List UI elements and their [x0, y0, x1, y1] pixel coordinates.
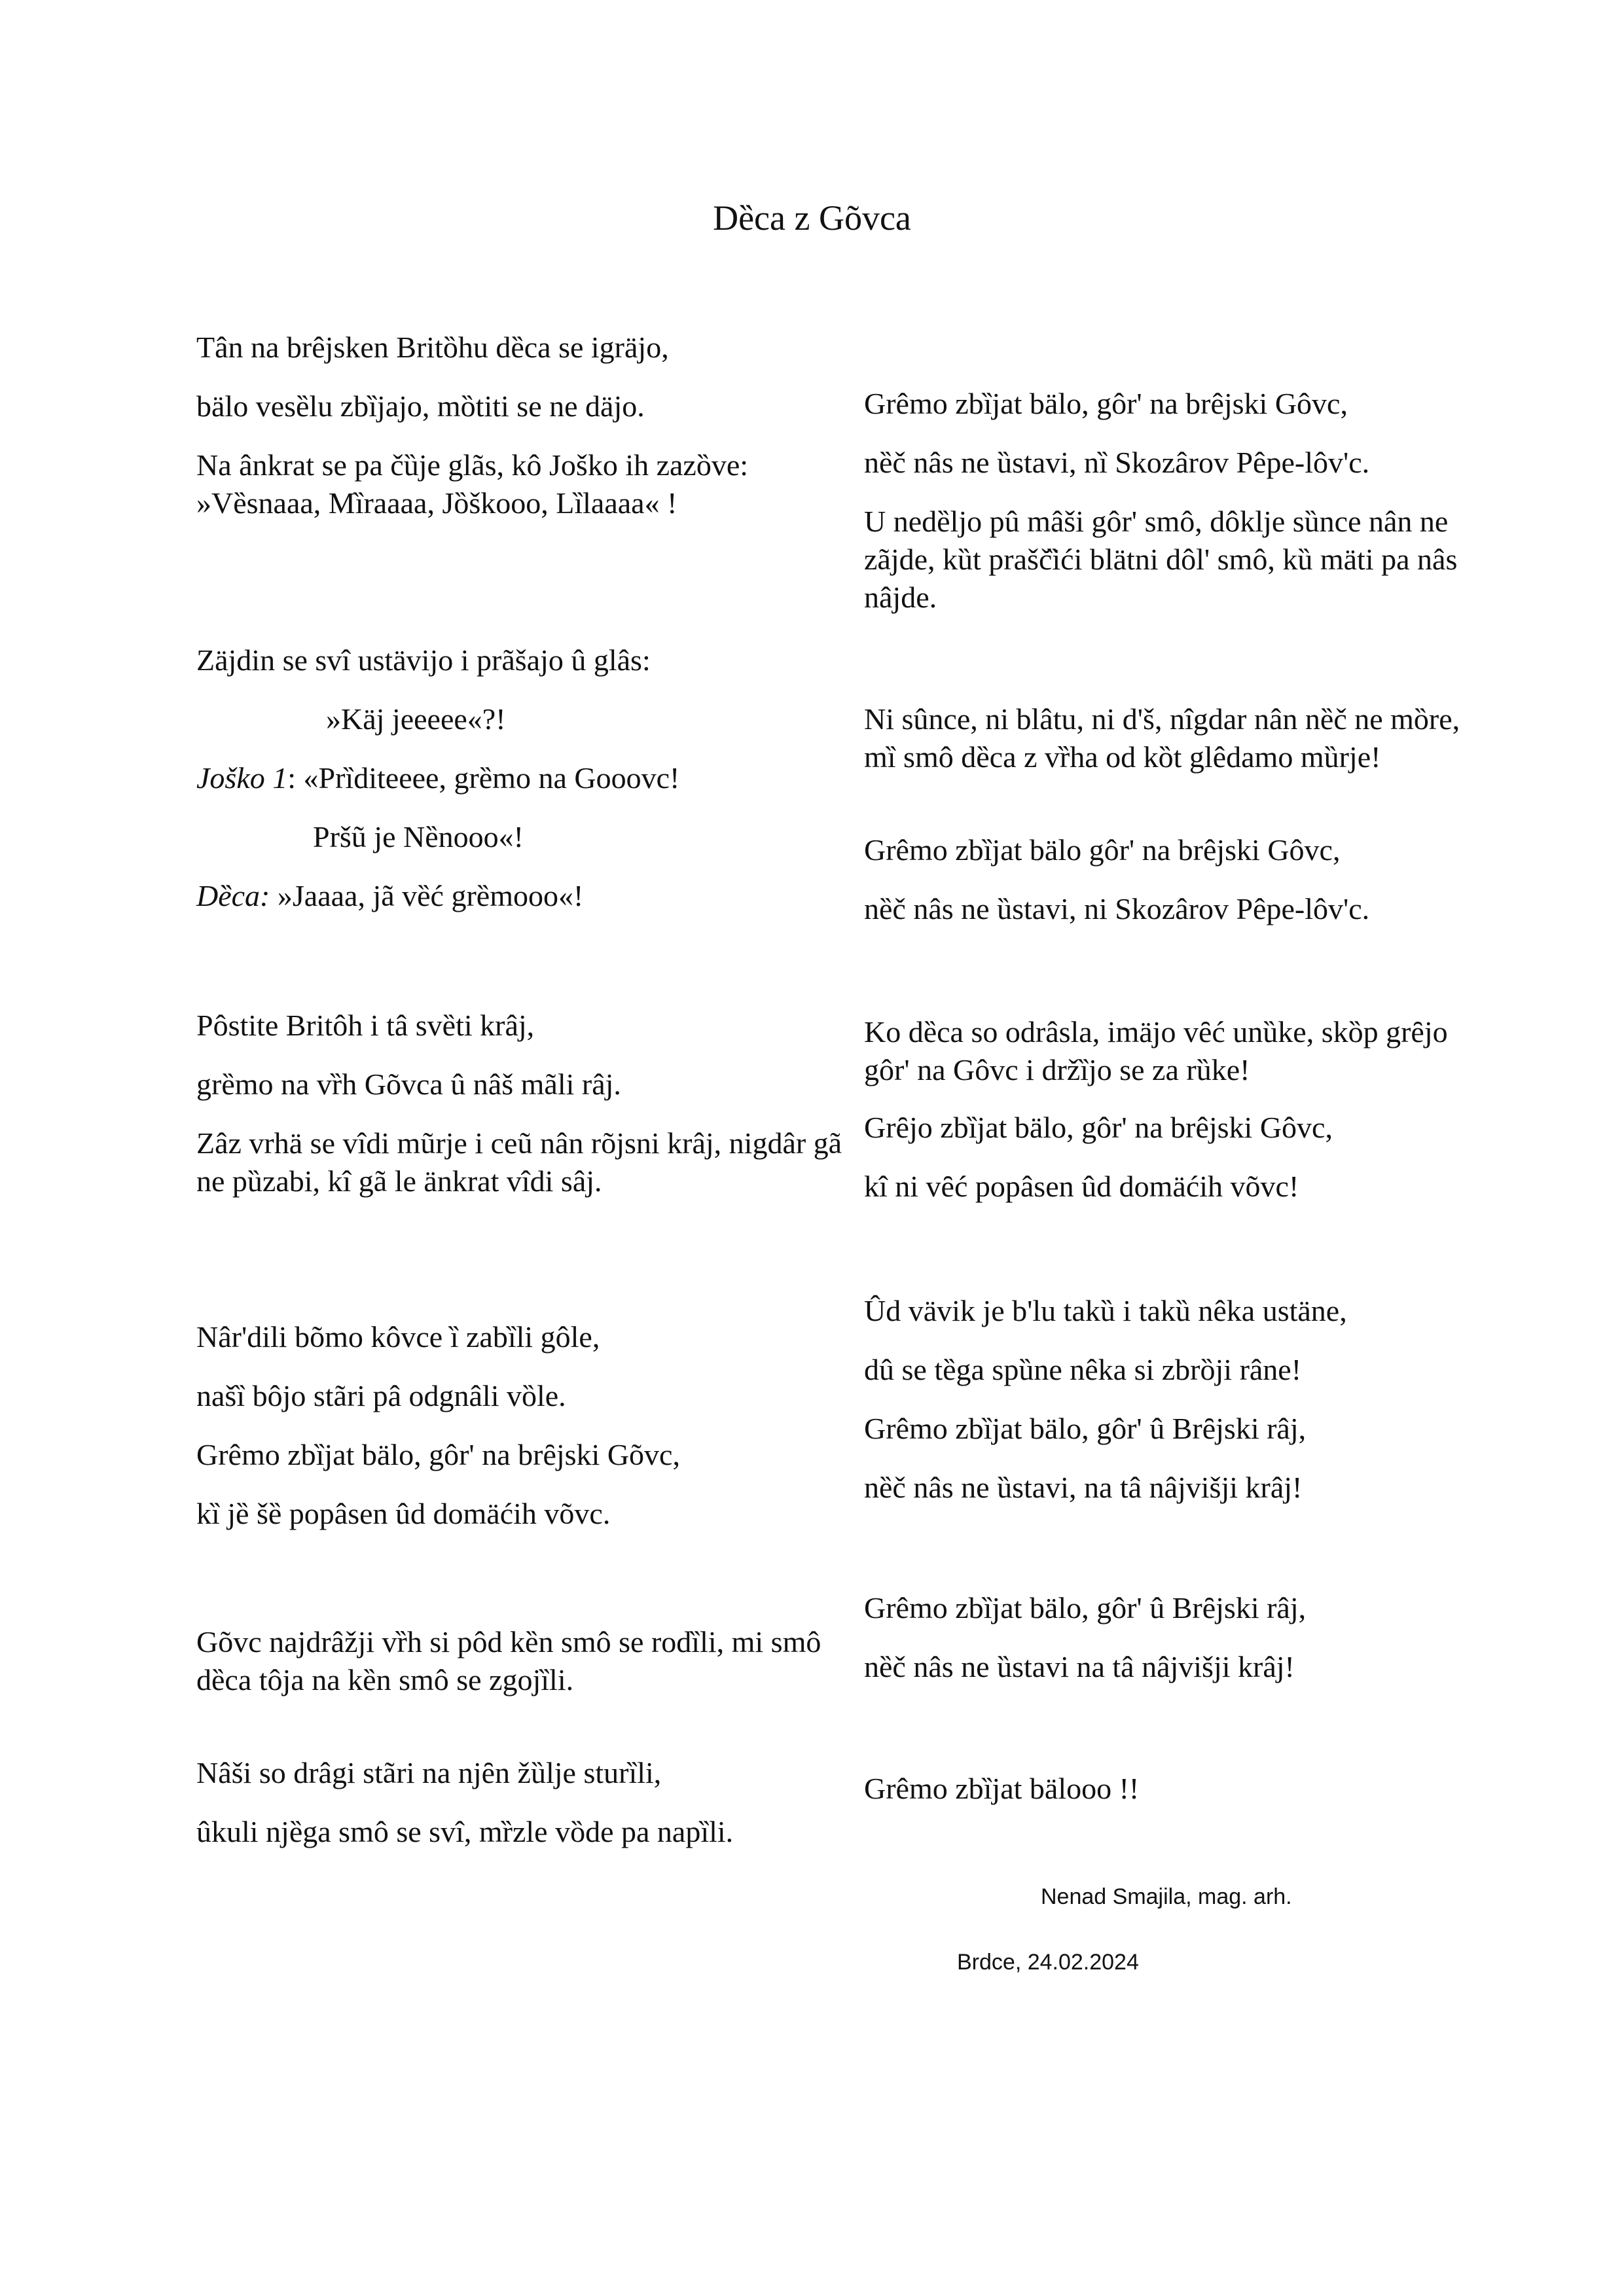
verse-line: Gõvc najdrâžji vȑh si pôd kȅn smô se rodȉli, mi smô dȅca tôja na kȅn smô se zgojȉli. — [196, 1625, 821, 1696]
verse-line: grȅmo na vȑh Gõvca û nâš mãli râj. — [196, 1067, 621, 1101]
verse-line: Grêmo zbȉjat bӓlo gôr' na brêjski Gôvc, — [864, 833, 1341, 867]
verse-line: našȉ bôjo stãri pâ odgnâli vȍle. — [196, 1379, 566, 1412]
verse-line — [196, 877, 851, 915]
verse-line: U nedȅljo pû mâši gôr' smô, dôklje sȕnce nân ne zãjde, kȕt prašč̏ići blӓtni dôl' smô, kȕ mӓti pa nâs nâjde. — [864, 505, 1458, 614]
verse-line: kȉ jȅ šȅ popâsen ûd domӓćih võvc. — [196, 1497, 611, 1530]
verse-line: ûkuli njȅga smô se svî, mȑzle vȍde pa napȉli. — [196, 1815, 734, 1848]
verse-line: Grȇjo zbȉjat bӓlo, gôr' na brêjski Gôvc, — [864, 1111, 1333, 1144]
author-signature: Nenad Smajila, mag. arh. — [1041, 1884, 1292, 1909]
verse-line: Grêmo zbȉjat bӓlo, gôr' û Brȇjski râj, — [864, 1412, 1307, 1445]
verse-line: Grêmo zbȉjat bӓlooo !! — [864, 1772, 1140, 1805]
speaker-label: Dȅca: — [196, 879, 270, 912]
verse-line: dû se tȅga spȕne nêka si zbrȍji râne! — [864, 1353, 1302, 1386]
verse-line: Ûd vӓvik je b'lu takȕ i takȕ nêka ustӓne, — [864, 1294, 1347, 1327]
verse-line: Ni sûnce, ni blâtu, ni d'š, nîgdar nân nȅč ne mȍre, mȉ smô dȅca z vȑha od kȍt glêdamo mȕrje! — [864, 702, 1460, 774]
verse-line: Grêmo zbȉjat bӓlo, gôr' û Brȇjski râj, — [864, 1591, 1307, 1624]
poem-title: Dȅca z Gõvca — [713, 198, 911, 238]
verse-line: Ko dȅca so odrâsla, imӓjo vȇć unȕke, skȍp grȇjo gôr' na Gôvc i držȉjo se za rȕke! — [864, 1015, 1448, 1086]
verse-line: Na ânkrat se pa čȕje glãs, kô Joško ih zazȍve: »Vȅsnaaa, Mȉraaaa, Jȍškooo, Lȉlaaaa« ! — [196, 448, 749, 520]
verse-line: Pršũ je Nȅnooo«! — [313, 820, 524, 853]
verse-line: Zâz vrhӓ se vîdi mũrje i ceũ nân rõjsni krâj, nigdâr gã ne pȕzabi, kî gã le ӓnkrat vîdi sâj. — [196, 1126, 842, 1198]
verse-line: Nâši so drâgi stãri na njȇn žȕlje sturȉli, — [196, 1756, 662, 1789]
verse-line: nȅč nâs ne ȕstavi, nȉ Skozârov Pêpe-lôv'c. — [864, 446, 1370, 479]
speaker-text: : «Prȉditeeee, grȅmo na Gooovc! — [287, 761, 680, 795]
speaker-label: Joško 1 — [196, 761, 288, 795]
verse-line: Tân na brêjsken Britȍhu dȅca se igrӓjo, — [196, 331, 669, 364]
verse-line: nȅč nâs ne ȕstavi, na tâ nâjvišji krâj! — [864, 1471, 1303, 1504]
verse-line — [196, 759, 851, 797]
verse-line: kî ni vȇć popâsen ûd domӓćih võvc! — [864, 1170, 1299, 1203]
verse-line: Nâr'dili bõmo kôvce ȉ zabȉli gôle, — [196, 1320, 600, 1354]
verse-line: Pôstite Britôh i tâ svȅti krâj, — [196, 1009, 535, 1042]
verse-line: nȅč nâs ne ȕstavi na tâ nâjvišji krâj! — [864, 1650, 1295, 1683]
verse-line: Grêmo zbȉjat bӓlo, gôr' na brêjski Gôvc, — [864, 387, 1348, 420]
verse-line: Zӓjdin se svî ustӓvijo i prãšajo û glâs: — [196, 643, 651, 677]
verse-line: bӓlo vesȅlu zbȉjajo, mȍtiti se ne dӓjo. — [196, 389, 645, 423]
verse-line: Grêmo zbȉjat bӓlo, gôr' na brȇjski Gõvc, — [196, 1438, 680, 1471]
verse-line: »Kӓj jeeeee«?! — [326, 702, 506, 736]
place-date: Brdce, 24.02.2024 — [957, 1950, 1139, 1975]
verse-line: nȅč nâs ne ȕstavi, ni Skozârov Pêpe-lôv'c. — [864, 892, 1370, 925]
speaker-text: »Jaaaa, jã vȅć grȅmooo«! — [270, 879, 584, 912]
